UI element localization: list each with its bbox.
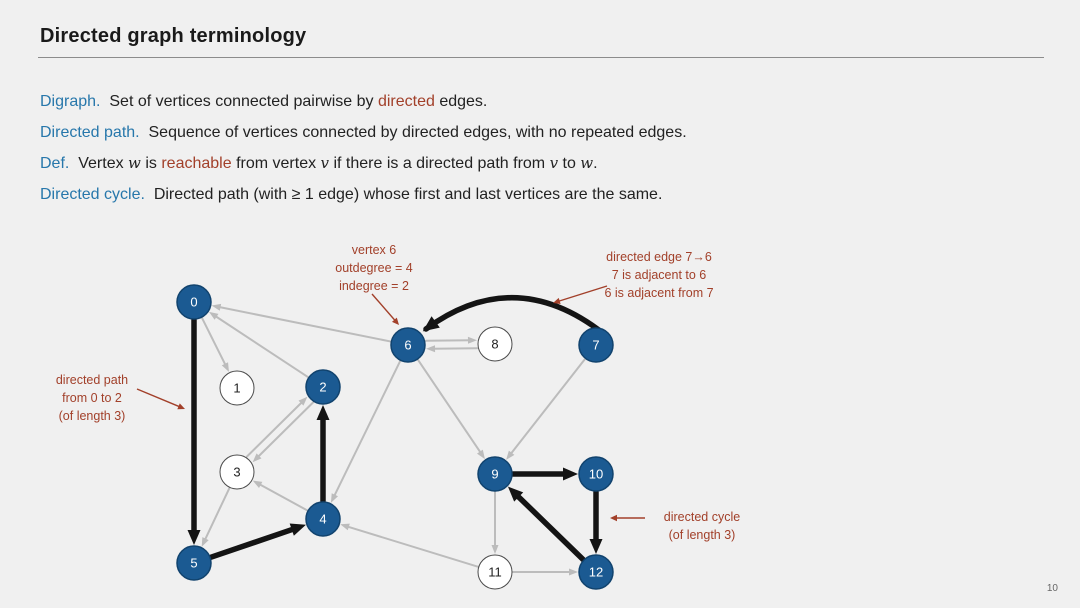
edge-7-6	[426, 298, 604, 334]
vertex-6-note-line: outdegree = 4	[335, 261, 413, 275]
edge-arrowhead-8-6	[426, 345, 435, 352]
directed-edge-note-arrow	[558, 286, 607, 301]
directed-cycle-note-line: (of length 3)	[668, 528, 736, 542]
graph-node-label-4: 4	[319, 511, 327, 527]
edge-arrowhead-6-4	[331, 493, 338, 503]
edge-11-4	[346, 526, 478, 567]
edge-6-0	[218, 307, 391, 342]
edge-arrowhead-0-1	[222, 362, 229, 372]
graph-node-label-6: 6	[404, 337, 412, 353]
directed-edge-note	[604, 248, 713, 302]
graph-node-label-11: 11	[488, 564, 502, 580]
definition-segment: from vertex	[231, 155, 321, 172]
edge-2-3	[257, 402, 313, 457]
definition-segment: edges.	[434, 93, 488, 110]
definition-segment: if there is a directed path from	[329, 155, 550, 172]
edge-arrowhead-4-3	[253, 481, 263, 488]
edge-4-3	[258, 484, 307, 511]
directed-cycle-note	[664, 508, 740, 544]
edge-3-2	[247, 401, 303, 456]
definition-segment: Directed cycle.	[40, 186, 145, 203]
directed-edge-note-line: 6 is adjacent from 7	[604, 286, 714, 300]
definition-segment: Directed path (with ≥ 1 edge) whose first and last vertices are the same.	[144, 186, 663, 203]
edge-arrowhead-3-5	[202, 537, 209, 547]
edge-6-4	[334, 361, 400, 497]
vertex-6-note-arrow	[372, 294, 396, 321]
graph-node-label-5: 5	[190, 555, 198, 571]
definition-segment: Set of vertices connected pairwise by	[100, 93, 378, 110]
edge-arrowhead-10-12	[590, 539, 603, 554]
edge-arrowhead-11-12	[569, 569, 578, 576]
edge-6-8	[426, 340, 471, 341]
edge-arrowhead-6-8	[468, 337, 477, 344]
directed-cycle-note-line: directed cycle	[663, 510, 741, 524]
definition-segment: Sequence of vertices connected by directed edges, with no repeated edges.	[139, 124, 687, 141]
edge-7-9	[510, 359, 585, 455]
page-number: 10	[1046, 583, 1058, 594]
definition-segment: w	[580, 154, 594, 172]
directed-cycle-note-arrowhead	[610, 515, 617, 521]
edge-arrowhead-6-9	[477, 450, 485, 459]
vertex-6-note	[335, 241, 413, 295]
definition-segment: Digraph.	[40, 93, 101, 110]
edge-12-9	[515, 494, 583, 560]
vertex-6-note-line: vertex 6	[351, 243, 397, 257]
directed-edge-note-arrowhead	[553, 298, 561, 304]
edge-arrowhead-5-4	[290, 524, 306, 536]
definition-segment: v	[320, 154, 330, 172]
graph-node-label-10: 10	[588, 466, 604, 482]
directed-path-note-arrow	[137, 389, 180, 407]
definition-segment: Directed path.	[40, 124, 140, 141]
slide-title: Directed graph terminology	[40, 25, 307, 47]
edge-arrowhead-6-0	[212, 304, 222, 311]
graph-node-label-8: 8	[491, 336, 499, 352]
definition-segment: .	[593, 155, 598, 172]
edge-arrowhead-0-5	[188, 530, 201, 545]
edge-arrowhead-4-2	[317, 405, 330, 420]
directed-path-note-line: (of length 3)	[58, 409, 126, 423]
edge-0-1	[202, 318, 226, 366]
edge-arrowhead-11-4	[340, 524, 350, 531]
directed-edge-note-line: directed edge 7→6	[606, 250, 712, 264]
edge-6-9	[418, 360, 481, 454]
definition-segment: Def.	[40, 155, 70, 172]
definition-segment: is	[140, 155, 162, 172]
definition-segment: directed	[377, 93, 435, 110]
edge-5-4	[211, 528, 296, 557]
edge-8-6	[432, 348, 477, 349]
definition-segment: to	[558, 155, 581, 172]
edge-3-5	[204, 488, 229, 541]
edge-arrowhead-9-10	[563, 468, 578, 481]
definition-segment: w	[128, 154, 141, 172]
graph-node-label-1: 1	[233, 380, 241, 396]
graph-node-label-2: 2	[319, 379, 327, 395]
definition-segment: Vertex	[69, 155, 129, 172]
directed-path-note	[56, 371, 128, 425]
graph-node-label-0: 0	[190, 294, 198, 310]
graph-node-label-9: 9	[491, 466, 499, 482]
definition-segment: reachable	[161, 155, 232, 172]
graph-node-label-7: 7	[592, 337, 600, 353]
graph-node-label-12: 12	[588, 564, 604, 580]
edge-arrowhead-2-0	[209, 312, 218, 320]
vertex-6-note-line: indegree = 2	[339, 279, 409, 293]
directed-path-note-line: directed path	[55, 373, 129, 387]
definition-segment: v	[549, 154, 559, 172]
directed-edge-note-line: 7 is adjacent to 6	[611, 268, 707, 282]
graph-node-label-3: 3	[233, 464, 241, 480]
directed-path-note-line: from 0 to 2	[62, 391, 122, 405]
edge-arrowhead-9-11	[492, 545, 499, 554]
